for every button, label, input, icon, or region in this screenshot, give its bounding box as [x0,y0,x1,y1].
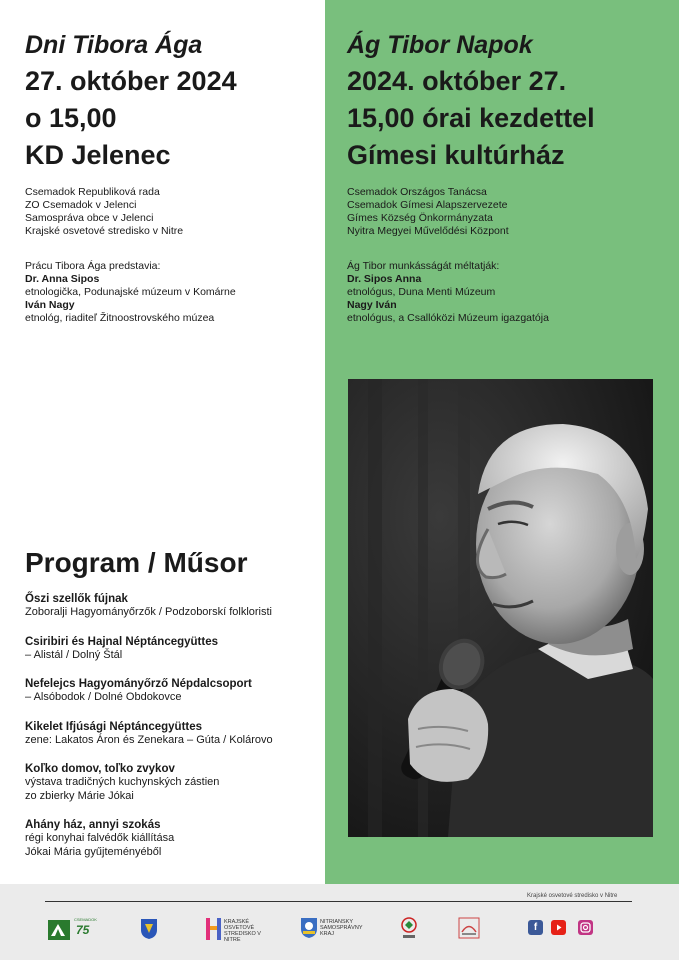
program-item-title: Ahány ház, annyi szokás [25,819,161,831]
hungarian-presenters [347,260,672,325]
program-item-line: výstava tradičných kuchynských zástien [25,776,220,788]
portrait-illustration [348,379,653,837]
csemadok-label: CSEMADOK [74,917,97,922]
program-item-line: Zoboralji Hagyományőrzők / Podzoborskí folkloristi [25,606,272,618]
program-item-line: Jókai Mária gyűjteményéből [25,845,162,858]
program-item-title: Koľko domov, toľko zvykov [25,763,175,775]
csemadok-number: 75 [76,923,90,937]
slovak-date: 27. október 2024 [25,66,237,96]
slovak-presenters [25,260,320,325]
hungarian-header [347,30,677,174]
kos-logo-text: KRAJSKÉ OSVETOVÉ STREDISKO V NITRE [224,919,261,943]
instagram-camera-icon [578,920,593,935]
presenter-role: etnológus, a Csallóközi Múzeum igazgatója [347,312,549,324]
program-item-title: Csiribiri és Hajnal Néptáncegyüttes [25,635,219,648]
slovak-organizers [25,186,320,238]
kos-nitra-logo[interactable] [206,918,266,943]
organizer-line: Csemadok Országos Tanácsa [347,186,487,198]
program-title: Program / Műsor [25,547,248,578]
crest-logo[interactable] [400,917,418,941]
presenter-name: Dr. Anna Sipos [25,273,100,285]
program-item-title: Őszi szellők fújnak [25,593,128,605]
organizer-line: Gímes Község Önkormányzata [347,212,493,224]
footer-logos-bar [0,884,679,960]
presenter-role: etnologička, Podunajské múzeum v Komárne [25,286,236,298]
program-item [25,721,325,748]
youtube-icon[interactable] [551,920,566,935]
program-item [25,763,325,803]
program-item-line: zene: Lakatos Áron és Zenekara – Gúta / Kolárovo [25,733,273,746]
program-item-line: zo zbierky Márie Jókai [25,789,134,802]
csemadok-logo[interactable] [48,918,96,942]
presenter-name: Iván Nagy [25,299,75,311]
hungarian-venue: Gímesi kultúrház [347,140,565,170]
hungarian-organizers [347,186,672,238]
emblem-logo[interactable] [458,917,480,939]
program-item-title: Nefelejcs Hagyományőrző Népdalcsoport [25,678,252,690]
portrait-photo [348,379,653,837]
presenter-name: Dr. Sipos Anna [347,273,422,285]
presenter-role: etnológ, riaditeľ Žitnoostrovského múzea [25,312,215,324]
hungarian-time: 15,00 órai kezdettel [347,103,595,133]
program-item-title: Kikelet Ifjúsági Néptáncegyüttes [25,720,203,733]
hungarian-title: Ág Tibor Napok [347,31,533,59]
coat-of-arms-icon [140,918,158,940]
program-item [25,636,325,663]
hungarian-date: 2024. október 27. [347,66,567,96]
program-item-line: – Alsóbodok / Dolné Obdokovce [25,691,182,703]
slovak-header [25,30,320,174]
program-item [25,593,325,620]
nsk-shield-icon [300,917,318,939]
crest-icon [400,917,418,941]
instagram-icon[interactable] [578,920,593,935]
organizer-line: Nyitra Megyei Művelődési Központ [347,225,509,237]
presenter-role: etnológus, Duna Menti Múzeum [347,286,496,298]
organizer-line: Krajské osvetové stredisko v Nitre [25,225,184,237]
facebook-icon[interactable]: f [528,920,543,935]
organizer-line: Csemadok Republiková rada [25,186,160,198]
presenter-name: Nagy Iván [347,299,397,311]
organizer-line: Csemadok Gímesi Alapszervezete [347,199,508,211]
nsk-logo[interactable] [300,917,370,941]
presenters-intro: Ág Tibor munkásságát méltatják: [347,260,500,272]
slovak-title: Dni Tibora Ága [25,31,203,59]
program-item-line: – Alistál / Dolný Štál [25,648,123,661]
nsk-logo-text: NITRIANSKY SAMOSPRÁVNY KRAJ [320,919,363,937]
footer-divider [45,901,632,902]
social-label: Krajské osvetové stredisko v Nitre [527,893,618,899]
organizer-line: Samospráva obce v Jelenci [25,212,154,224]
emblem-icon [458,917,480,939]
village-coat-of-arms-logo[interactable] [140,918,158,940]
youtube-play-icon [551,920,566,935]
presenters-intro: Prácu Tibora Ága predstavia: [25,260,161,272]
program-list [25,593,325,875]
slovak-venue: KD Jelenec [25,140,171,170]
program-item [25,819,325,859]
organizer-line: ZO Csemadok v Jelenci [25,199,137,211]
slovak-time: o 15,00 [25,103,117,133]
program-item [25,678,325,705]
kos-logo-icon [206,918,222,940]
program-item-line: régi konyhai falvédők kiállítása [25,832,175,844]
